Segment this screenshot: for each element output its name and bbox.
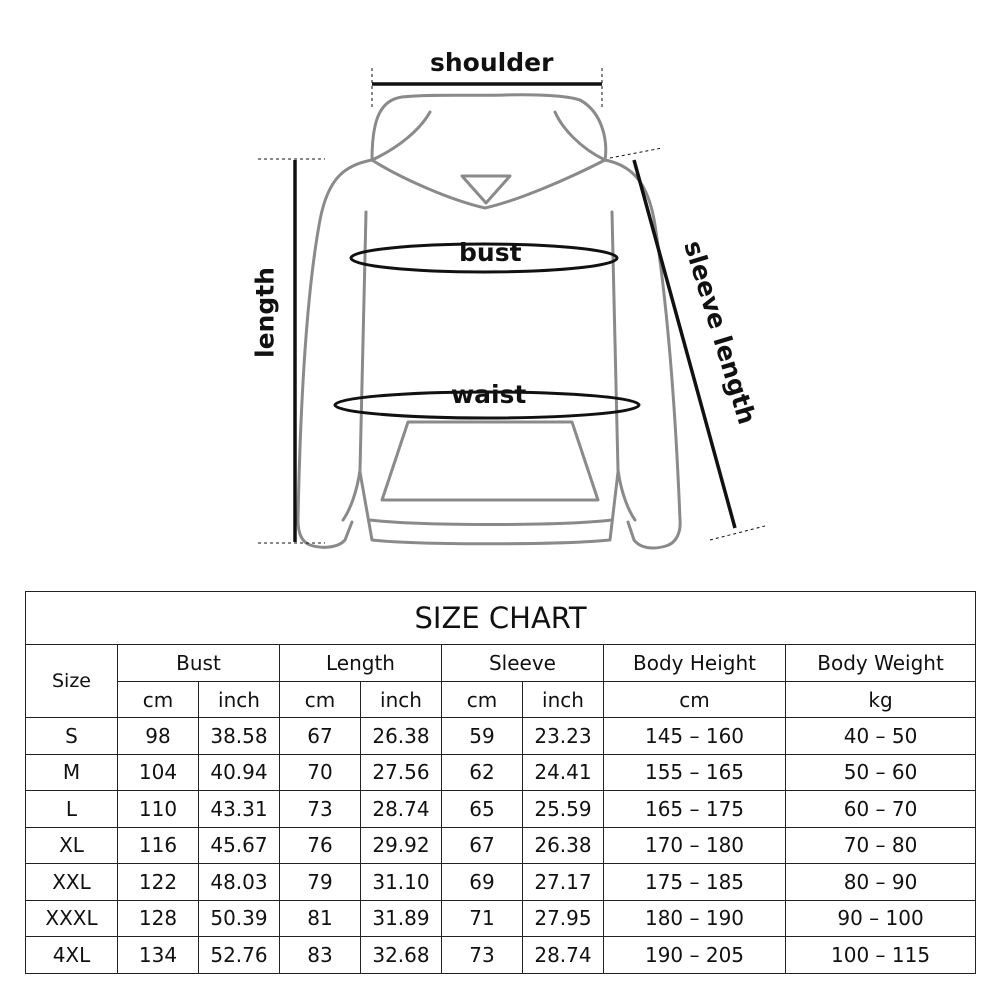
table-cell: 31.10: [361, 864, 442, 901]
hood-outline: [372, 95, 606, 160]
size-cell: XL: [26, 827, 118, 864]
table-cell: 81: [280, 900, 361, 937]
table-cell: 50 – 60: [786, 754, 976, 791]
kangaroo-pocket: [382, 422, 598, 500]
waist-label: waist: [451, 380, 527, 409]
size-cell: XXL: [26, 864, 118, 901]
table-cell: 27.56: [361, 754, 442, 791]
unit-header: kg: [786, 682, 976, 718]
table-cell: 190 – 205: [604, 937, 786, 974]
size-chart-table: [25, 591, 976, 974]
unit-header: cm: [280, 682, 361, 718]
table-cell: 28.74: [361, 791, 442, 828]
table-cell: 70 – 80: [786, 827, 976, 864]
table-cell: 80 – 90: [786, 864, 976, 901]
table-cell: 38.58: [199, 718, 280, 755]
table-cell: 26.38: [523, 827, 604, 864]
group-header-body-height: Body Height: [604, 645, 786, 682]
group-header-length: Length: [280, 645, 442, 682]
unit-header: inch: [523, 682, 604, 718]
table-cell: 67: [280, 718, 361, 755]
group-header-body-weight: Body Weight: [786, 645, 976, 682]
table-cell: 29.92: [361, 827, 442, 864]
table-row: [26, 900, 976, 937]
table-cell: 48.03: [199, 864, 280, 901]
table-cell: 155 – 165: [604, 754, 786, 791]
unit-header: inch: [199, 682, 280, 718]
table-cell: 59: [442, 718, 523, 755]
size-chart-title: SIZE CHART: [26, 592, 976, 645]
table-cell: 27.95: [523, 900, 604, 937]
table-cell: 26.38: [361, 718, 442, 755]
neck-opening: [462, 176, 510, 203]
table-cell: 67: [442, 827, 523, 864]
table-cell: 24.41: [523, 754, 604, 791]
hood-inner-left: [372, 112, 430, 160]
size-cell: L: [26, 791, 118, 828]
table-cell: 40.94: [199, 754, 280, 791]
size-cell: 4XL: [26, 937, 118, 974]
table-row: [26, 754, 976, 791]
right-inner-sleeve: [612, 212, 635, 520]
table-cell: 25.59: [523, 791, 604, 828]
unit-header: cm: [118, 682, 199, 718]
table-row: [26, 827, 976, 864]
table-cell: 79: [280, 864, 361, 901]
table-cell: 31.89: [361, 900, 442, 937]
table-cell: 45.67: [199, 827, 280, 864]
hem-band: [370, 520, 612, 525]
hem: [360, 472, 618, 544]
table-cell: 170 – 180: [604, 827, 786, 864]
table-cell: 90 – 100: [786, 900, 976, 937]
unit-header: cm: [442, 682, 523, 718]
table-cell: 40 – 50: [786, 718, 976, 755]
table-cell: 110: [118, 791, 199, 828]
table-row: [26, 937, 976, 974]
size-header: Size: [26, 645, 118, 718]
table-cell: 27.17: [523, 864, 604, 901]
table-cell: 23.23: [523, 718, 604, 755]
table-cell: 175 – 185: [604, 864, 786, 901]
table-cell: 52.76: [199, 937, 280, 974]
table-cell: 32.68: [361, 937, 442, 974]
group-header-sleeve: Sleeve: [442, 645, 604, 682]
table-row: [26, 864, 976, 901]
left-inner-sleeve: [343, 212, 366, 520]
table-cell: 76: [280, 827, 361, 864]
table-row: [26, 718, 976, 755]
table-cell: 83: [280, 937, 361, 974]
table-cell: 145 – 160: [604, 718, 786, 755]
table-cell: 69: [442, 864, 523, 901]
table-cell: 62: [442, 754, 523, 791]
table-cell: 70: [280, 754, 361, 791]
size-cell: M: [26, 754, 118, 791]
table-cell: 134: [118, 937, 199, 974]
table-cell: 98: [118, 718, 199, 755]
length-label: length: [250, 267, 280, 358]
unit-header: cm: [604, 682, 786, 718]
table-row: [26, 791, 976, 828]
table-cell: 128: [118, 900, 199, 937]
table-cell: 71: [442, 900, 523, 937]
sleeve-length-label: sleeve length: [678, 237, 762, 428]
size-cell: XXXL: [26, 900, 118, 937]
size-cell: S: [26, 718, 118, 755]
table-cell: 122: [118, 864, 199, 901]
bust-label: bust: [459, 238, 522, 267]
table-cell: 50.39: [199, 900, 280, 937]
group-header-bust: Bust: [118, 645, 280, 682]
table-cell: 60 – 70: [786, 791, 976, 828]
table-cell: 116: [118, 827, 199, 864]
table-cell: 65: [442, 791, 523, 828]
table-cell: 28.74: [523, 937, 604, 974]
table-cell: 100 – 115: [786, 937, 976, 974]
table-cell: 180 – 190: [604, 900, 786, 937]
shoulder-label: shoulder: [430, 48, 554, 77]
unit-header: inch: [361, 682, 442, 718]
table-cell: 73: [280, 791, 361, 828]
left-side-outline: [298, 160, 372, 547]
table-cell: 73: [442, 937, 523, 974]
table-cell: 104: [118, 754, 199, 791]
size-chart: [25, 591, 975, 973]
table-cell: 43.31: [199, 791, 280, 828]
table-cell: 165 – 175: [604, 791, 786, 828]
